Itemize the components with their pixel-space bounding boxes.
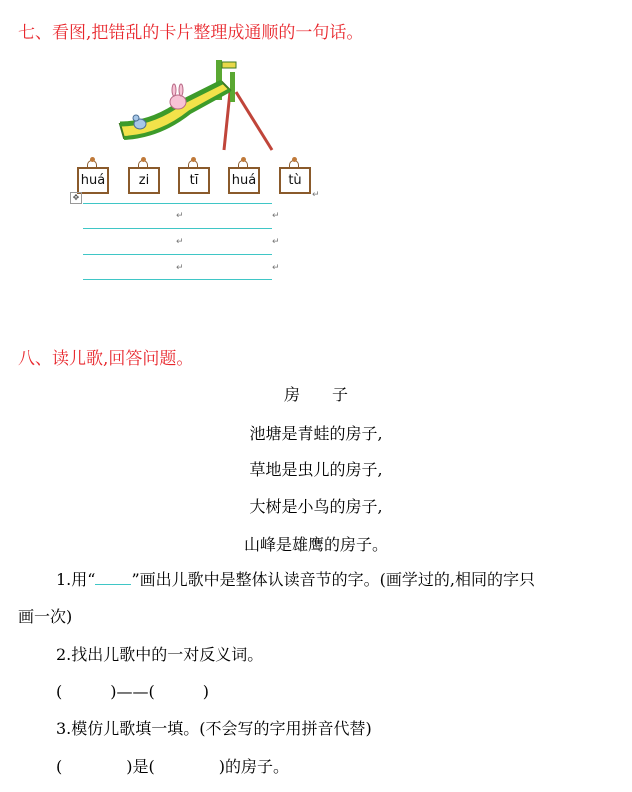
return-mark-icon: ↵ <box>176 237 184 247</box>
return-mark-icon: ↵ <box>176 211 184 221</box>
question-3: 3.模仿儿歌填一填。(不会写的字用拼音代替) <box>56 719 372 738</box>
pinyin-card-1: huá <box>77 167 109 194</box>
return-mark-icon: ↵ <box>312 190 320 200</box>
question-2-answer[interactable]: ( )——( ) <box>56 682 209 701</box>
question-2: 2.找出儿歌中的一对反义词。 <box>56 645 264 664</box>
return-mark-icon: ↵ <box>272 237 280 247</box>
section-8-title: 八、读儿歌,回答问题。 <box>18 349 194 369</box>
return-mark-icon: ↵ <box>176 263 184 273</box>
poem-line-1: 池塘是青蛙的房子, <box>249 424 383 443</box>
return-mark-icon: ↵ <box>272 211 280 221</box>
poem-title: 房 子 <box>283 385 348 404</box>
slide-illustration <box>112 52 282 152</box>
section-7-title: 七、看图,把错乱的卡片整理成通顺的一句话。 <box>18 23 364 43</box>
poem-line-3: 大树是小鸟的房子, <box>249 497 383 516</box>
poem-line-4: 山峰是雄鹰的房子。 <box>243 535 388 554</box>
question-1 <box>56 570 535 590</box>
pinyin-card-2: zi <box>128 167 160 194</box>
underline-sample <box>95 570 131 585</box>
question-3-answer[interactable]: ( )是( )的房子。 <box>56 757 289 776</box>
question-1-text-b: ”画出儿歌中是整体认读音节的字。(画学过的,相同的字只 <box>131 570 535 589</box>
writing-line-2[interactable] <box>83 228 272 229</box>
poem-line-2: 草地是虫儿的房子, <box>249 460 383 479</box>
question-1-text-a: 1.用“ <box>56 570 96 589</box>
question-1-line-2: 画一次) <box>18 607 73 626</box>
writing-line-1[interactable] <box>83 203 272 204</box>
pinyin-card-3: tī <box>178 167 210 194</box>
pinyin-card-5: tù <box>279 167 311 194</box>
writing-line-4[interactable] <box>83 279 272 280</box>
return-mark-icon: ↵ <box>272 263 280 273</box>
pinyin-card-4: huá <box>228 167 260 194</box>
move-handle-icon[interactable]: ✥ <box>70 192 82 204</box>
writing-line-3[interactable] <box>83 254 272 255</box>
